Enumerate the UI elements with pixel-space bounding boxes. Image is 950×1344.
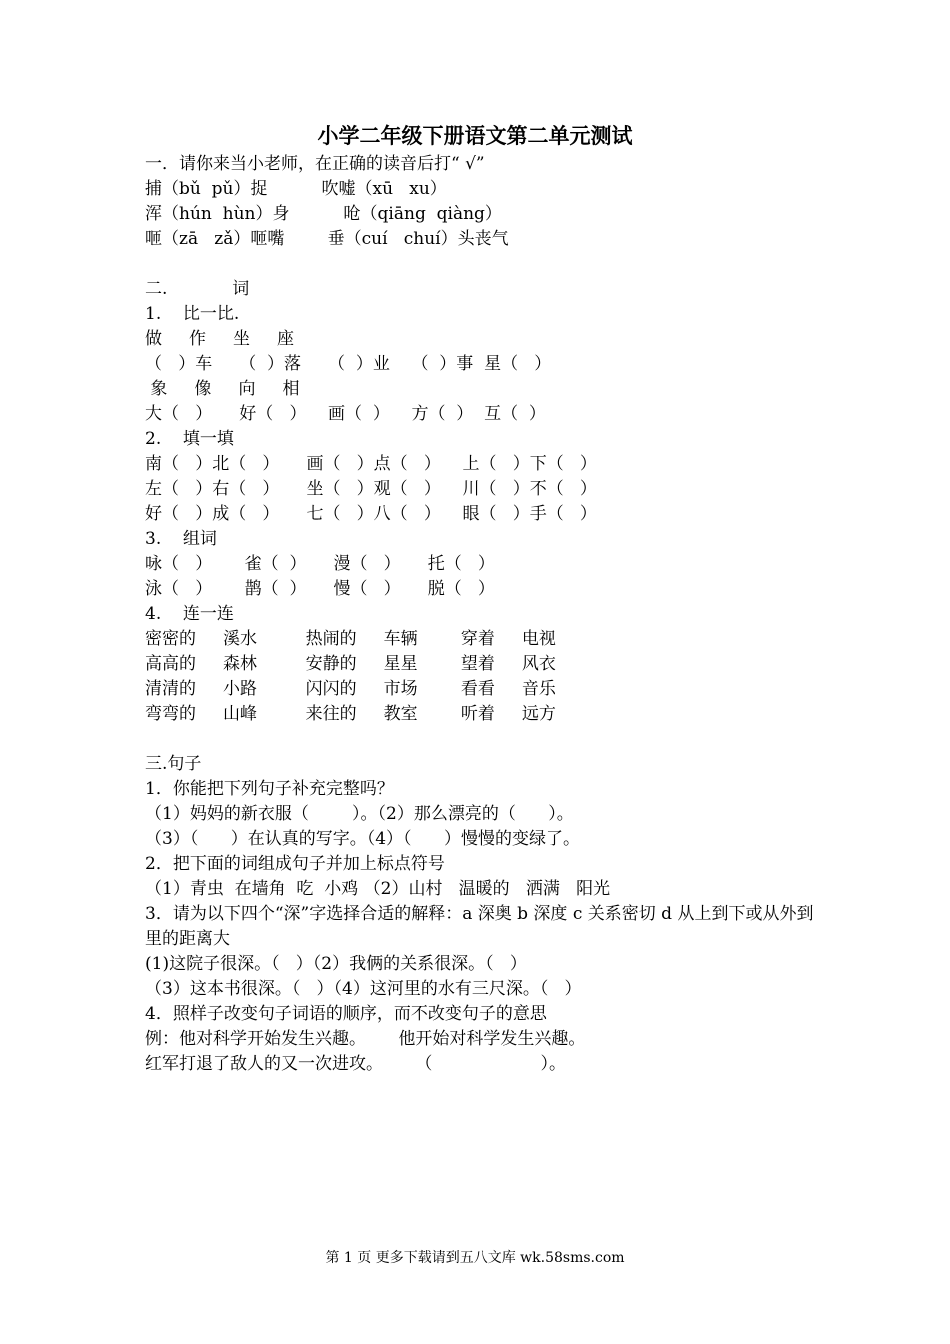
pinyin-line: 浑（hún hùn）身 呛（qiāng qiàng）: [145, 204, 502, 224]
pinyin-line: 捕（bǔ pǔ）捉 吹嘘（xū xu）: [145, 179, 447, 199]
section-2-heading: 二. 词: [145, 279, 250, 299]
matching-row: 高高的 森林 安静的 星星 望着 风衣: [145, 654, 556, 674]
page-title: 小学二年级下册语文第二单元测试: [317, 123, 633, 148]
question-line: 1．你能把下列句子补充完整吗？: [145, 779, 394, 799]
question-line: 2．把下面的词组成句子并加上标点符号: [145, 854, 445, 874]
matching-row: 密密的 溪水 热闹的 车辆 穿着 电视: [145, 629, 556, 649]
page-footer: 第 1 页 更多下载请到五八文库 wk.58sms.com: [325, 1250, 625, 1266]
matching-row: 清清的 小路 闪闪的 市场 看看 音乐: [145, 679, 556, 699]
exercise-line: 好（ ）成（ ） 七（ ）八（ ） 眼（ ）手（ ）: [145, 504, 597, 524]
subsection-heading: 4. 连一连: [145, 604, 234, 624]
exercise-line: （ ）车 （ ）落 （ ）业 （ ）事 星（ ）: [145, 354, 552, 374]
question-line: 3．请为以下四个“深”字选择合适的解释：a 深奥 b 深度 c 关系密切 d 从上到下或从外到: [145, 904, 814, 924]
subsection-heading: 1. 比一比.: [145, 304, 240, 324]
section-3-heading: 三.句子: [145, 754, 202, 774]
matching-row: 弯弯的 山峰 来往的 教室 听着 远方: [145, 704, 556, 724]
exercise-line: 咏（ ） 雀（ ） 漫（ ） 托（ ）: [145, 554, 495, 574]
worksheet-body: [145, 152, 825, 1077]
blank-line: [145, 252, 825, 277]
subsection-heading: 2. 填一填: [145, 429, 234, 449]
question-line: （1）妈妈的新衣服（ ）。（2）那么漂亮的（ ）。: [145, 804, 574, 824]
question-line: 里的距离大: [145, 929, 230, 949]
question-line: （3）这本书很深。（ ）（4）这河里的水有三尺深。（ ）: [145, 979, 582, 999]
exercise-line: 象 像 向 相: [145, 379, 300, 399]
exercise-line: 泳（ ） 鹊（ ） 慢（ ） 脱（ ）: [145, 579, 495, 599]
question-line: （3）（ ）在认真的写字。（4）（ ）慢慢的变绿了。: [145, 829, 580, 849]
blank-line: [145, 727, 825, 752]
question-line: （1）青虫 在墙角 吃 小鸡 （2）山村 温暖的 洒满 阳光: [145, 879, 611, 899]
section-1-heading: 一．请你来当小老师，在正确的读音后打“ √”: [145, 154, 485, 174]
exercise-line: 做 作 坐 座: [145, 329, 295, 349]
subsection-heading: 3. 组词: [145, 529, 217, 549]
pinyin-line: 咂（zā zǎ）咂嘴 垂（cuí chuí）头丧气: [145, 229, 509, 249]
question-line: 红军打退了敌人的又一次进攻。 （ ）。: [145, 1054, 566, 1074]
question-line: 例：他对科学开始发生兴趣。 他开始对科学发生兴趣。: [145, 1029, 586, 1049]
exercise-line: 左（ ）右（ ） 坐（ ）观（ ） 川（ ）不（ ）: [145, 479, 597, 499]
question-line: (1)这院子很深。（ ）（2）我俩的关系很深。（ ）: [145, 954, 527, 974]
exercise-line: 南（ ）北（ ） 画（ ）点（ ） 上（ ）下（ ）: [145, 454, 597, 474]
question-line: 4．照样子改变句子词语的顺序，而不改变句子的意思: [145, 1004, 547, 1024]
exercise-line: 大（ ） 好（ ） 画（ ） 方（ ） 互（ ）: [145, 404, 546, 424]
